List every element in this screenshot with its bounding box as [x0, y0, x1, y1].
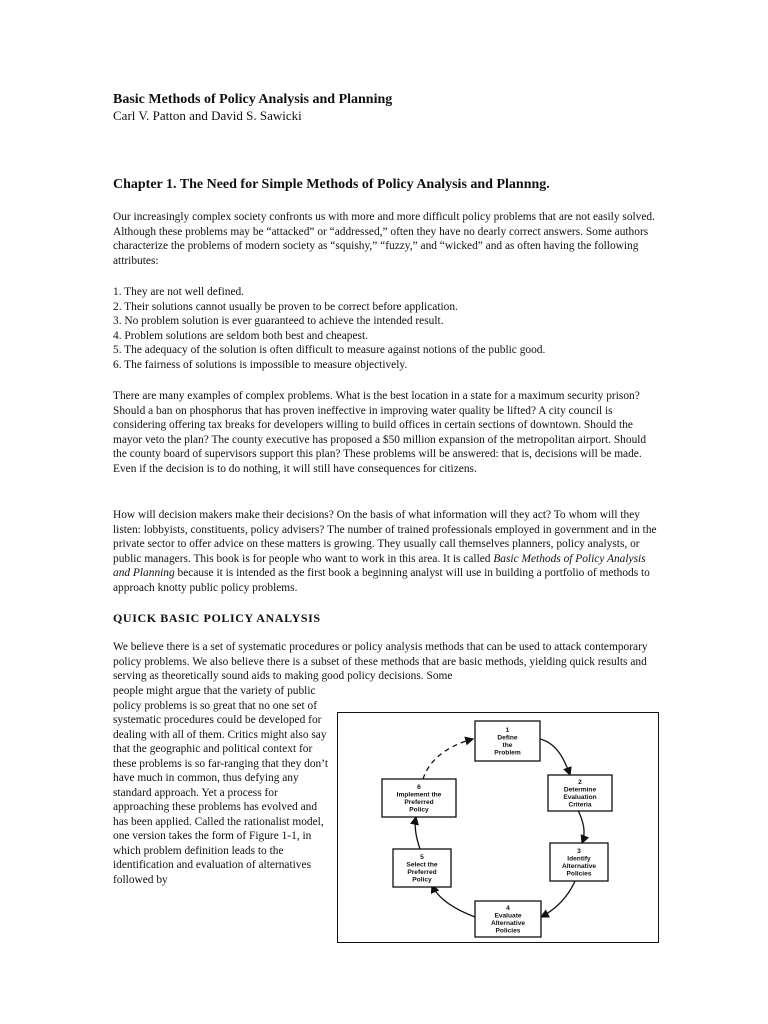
node-number: 3	[577, 847, 581, 855]
paragraph-text: How will decision makers make their decisions? On the basis of what information will they act? To whom will they listen: lobbyists, constituents, policy advisers? The number of trained professionals employed in government and in the private sector to offer advice on these matters is growing. They usually call themselves planners, policy analysts, or public managers. This book is for people who want to work in this area. It is called	[113, 509, 657, 565]
book-title-italic: Basic Methods of Policy Analysis and Planning	[113, 552, 646, 579]
authors: Carl V. Patton and David S. Sawicki	[113, 108, 302, 123]
list-item: 1. They are not well defined.	[113, 286, 245, 298]
paragraph-examples: There are many examples of complex problems. What is the best location in a state for a maximum security prison? Should a ban on phosphorus that has proven ineffective in improving water quality be lifted? A city council is considering offering tax breaks for developers willing to build offices in certain sections of downtown. Should the mayor veto the plan? The county executive has proposed a $50 million expansion of the metropolitan airport. Should the county board of supervisors support this plan? These problems will be answered: that is, decisions will be made. Even if the decision is to do nothing, it will still have consequences for citizens.	[113, 390, 647, 475]
edge-6-1-dashed	[423, 739, 473, 779]
node-label: Select the	[406, 861, 438, 869]
node-label: Define	[497, 734, 518, 742]
node-label: the	[502, 742, 513, 749]
node-label: Preferred	[404, 799, 434, 806]
diagram-node-1	[475, 721, 540, 761]
list-item: 4. Problem solutions are seldom both best and cheapest.	[113, 329, 368, 342]
section-heading: QUICK BASIC POLICY ANALYSIS	[113, 611, 321, 625]
paragraph-intro: Our increasingly complex society confronts us with more and more difficult policy problems that are not easily solved. Although these problems may be “attacked” or “addressed,” often they have no dearly correct answers. Some authors characterize the problems of modern society as “squishy,” “fuzzy,” and “wicked” and as often having the following attributes:	[113, 211, 655, 267]
node-number: 2	[578, 778, 582, 786]
list-item: 6. The fairness of solutions is impossible to measure objectively.	[113, 358, 408, 371]
node-number: 4	[506, 904, 510, 912]
paragraph-decision-makers	[113, 508, 658, 595]
list-item: 2. Their solutions cannot usually be proven to be correct before application.	[113, 300, 458, 313]
edge-2-3	[578, 810, 584, 843]
edge-1-2	[540, 739, 570, 775]
diagram-node-2	[548, 775, 612, 811]
edge-3-4	[541, 879, 576, 917]
node-label: Preferred	[407, 869, 437, 876]
diagram-node-5	[393, 849, 451, 887]
node-label: Alternative	[561, 863, 597, 870]
document-header	[113, 91, 653, 124]
node-number: 1	[505, 726, 510, 734]
list-item: 5. The adequacy of the solution is often difficult to measure against notions of the public good.	[113, 344, 546, 356]
diagram-node-6	[382, 779, 456, 817]
node-label: Implement the	[396, 791, 442, 799]
paragraph-wrapped-text: people might argue that the variety of public policy problems is so great that no one set of systematic procedures could be developed for dealing with all of them. Critics might also say that the geographic and political context for these problems is so far-ranging that they don’t have much in common, thus defying any standard approach. Yet a process for approaching these problems has evolved and has been applied. Called the rationalist model, one version takes the form of Figure 1-1, in which problem definition leads to the identification and evaluation of alternatives followed by	[113, 685, 328, 886]
node-label: Evaluate	[494, 912, 522, 920]
diagram-node-3	[550, 843, 608, 881]
node-label: Problem	[494, 749, 521, 757]
node-label: Policies	[566, 870, 592, 878]
node-label: Policy	[412, 876, 432, 884]
edge-5-6	[415, 817, 420, 849]
chapter-title: Chapter 1. The Need for Simple Methods of Policy Analysis and Plannng.	[113, 177, 550, 192]
node-label: Evaluation	[563, 794, 597, 801]
attributes-list	[113, 285, 658, 372]
node-label: Policy	[409, 806, 429, 814]
node-number: 6	[417, 783, 421, 791]
book-title: Basic Methods of Policy Analysis and Planning	[113, 92, 393, 107]
node-label: Criteria	[568, 801, 592, 809]
figure-rationalist-model	[337, 712, 659, 943]
process-diagram	[338, 713, 660, 944]
node-number: 5	[420, 853, 424, 861]
paragraph-text: because it is intended as the first book a beginning analyst will use in building a portfolio of methods to approach knotty public policy problems.	[113, 567, 650, 594]
list-item: 3. No problem solution is ever guaranteed to achieve the intended result.	[113, 315, 444, 327]
paragraph-systematic-procedures: We believe there is a set of systematic procedures or policy analysis methods that can be used to attack contemporary policy problems. We also believe there is a subset of these methods that are basic methods, yielding quick results and serving as theoretically sound aids to making good policy decisions. Some	[113, 641, 648, 682]
node-label: Determine	[563, 786, 597, 794]
node-label: Alternative	[490, 920, 526, 927]
node-label: Identify	[567, 855, 591, 863]
edge-4-5	[432, 885, 475, 917]
node-label: Policies	[495, 927, 521, 935]
diagram-node-4	[475, 901, 541, 937]
